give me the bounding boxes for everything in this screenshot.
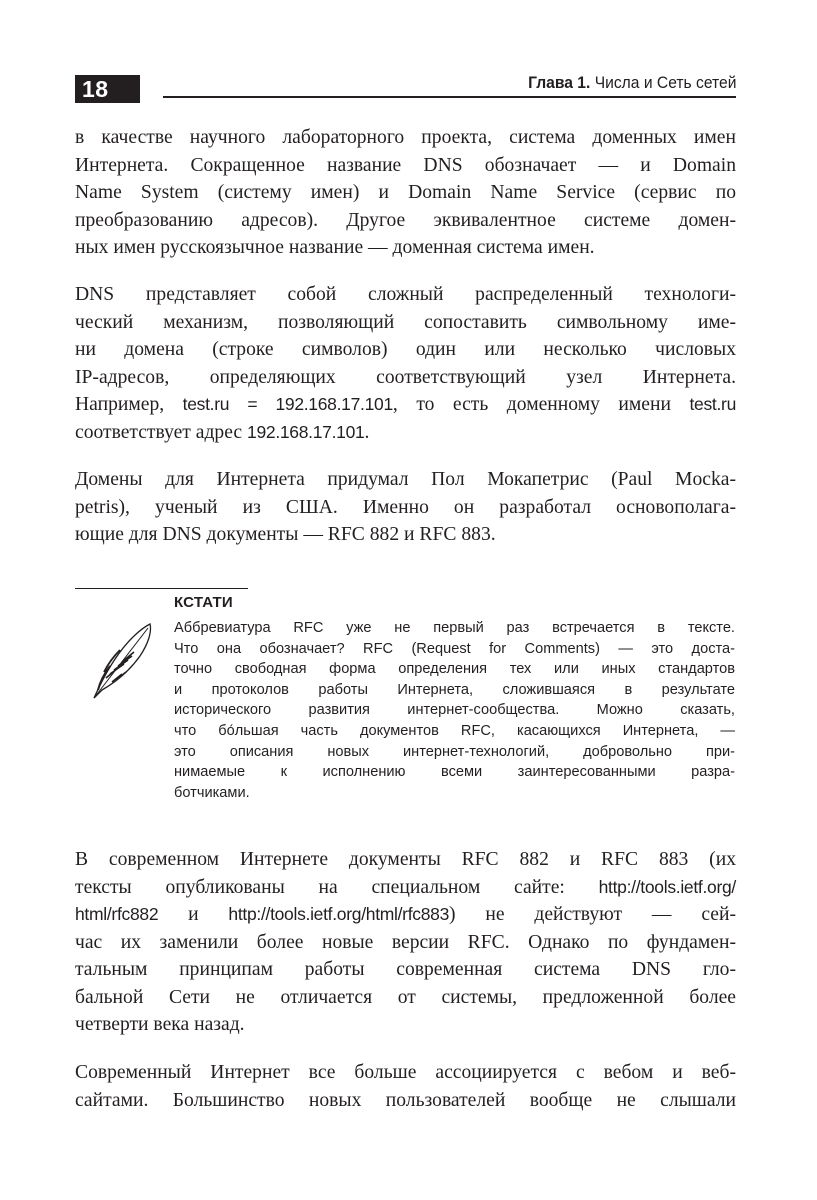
text-line: ющие для DNS документы — RFC 882 и RFC 883. [75, 524, 496, 545]
text-line: ческий механизм, позволяющий сопоставить символьному име- [75, 311, 736, 333]
note-body [174, 618, 735, 803]
text-line: ных имен русскоязычное название — доменная система имен. [75, 237, 595, 258]
note-line: точно свободная форма определения тех или иных стандартов [174, 661, 735, 678]
paragraph-4 [75, 846, 736, 1039]
text-line: Интернета. Сокращенное название DNS обозначает — и Domain [75, 154, 736, 176]
note-line: исторического развития интернет-сообщества. Можно сказать, [174, 702, 735, 719]
note-line: это описания новых интернет-технологий, добровольно при- [174, 743, 735, 760]
note-title: КСТАТИ [174, 594, 233, 611]
text-line: IP-адресов, определяющих соответствующий узел Интернета. [75, 366, 736, 388]
text: , то есть доменному имени [392, 394, 690, 415]
note-line: что бо́льшая часть документов RFC, касающихся Интернета, — [174, 722, 735, 739]
page-header [75, 75, 736, 105]
paragraph-2 [75, 281, 736, 446]
url-link[interactable]: http://tools.ietf.org/html/rfc883 [228, 904, 450, 924]
paragraph-1 [75, 124, 736, 262]
note-line: и протоколов работы Интернета, сложившаяся в результате [174, 681, 735, 698]
text-line [75, 391, 736, 419]
text: ) не действуют — сей- [449, 904, 736, 925]
text-line: преобразованию адресов). Другое эквивалентное системе домен- [75, 209, 736, 231]
url-link[interactable]: html/rfc882 [75, 904, 159, 924]
code-example: test.ru = 192.168.17.101 [182, 394, 393, 414]
text-line: сайтами. Большинство новых пользователей вообще не слышали [75, 1089, 736, 1111]
text: тексты опубликованы на специальном сайте: [75, 876, 599, 898]
text-line: Современный Интернет все больше ассоциируется с вебом и веб- [75, 1062, 736, 1083]
text-line: тальным принципам работы современная система DNS гло- [75, 959, 736, 980]
text: Например, [75, 394, 183, 415]
chapter-title: Числа и Сеть сетей [589, 73, 736, 92]
text-line: Name System (систему имен) и Domain Name Service (сервис по [75, 182, 736, 203]
chapter-label: Глава 1. [527, 73, 590, 92]
text-line: час их заменили более новые версии RFC. Однако по фундамен- [75, 931, 736, 953]
text-line: в качестве научного лабораторного проекта, система доменных имен [75, 127, 736, 148]
paragraph-5 [75, 1059, 736, 1114]
url-link[interactable]: http://tools.ietf.org/ [598, 876, 736, 897]
text: и [158, 904, 229, 925]
note-line: Аббревиатура RFC уже не первый раз встречается в тексте. [174, 620, 735, 636]
note-line: ботчиками. [174, 784, 250, 801]
text-line [75, 901, 736, 929]
note-rule [75, 588, 248, 589]
code-domain: test.ru [689, 394, 736, 414]
running-head [528, 73, 736, 93]
text-line: бальной Сети не отличается от системы, предложенной более [75, 986, 736, 1008]
text-line: Домены для Интернета придумал Пол Мокапетрис (Paul Mocka- [75, 469, 736, 490]
code-ip: 192.168.17.101 [247, 421, 365, 442]
text-line: четверти века назад. [75, 1014, 245, 1035]
text: . [364, 421, 370, 443]
text: соответствует адрес [75, 421, 248, 443]
text-line: petris), ученый из США. Именно он разработал основополага- [75, 496, 736, 518]
note-line: нимаемые к исполнению всеми заинтересованными разра- [174, 764, 735, 781]
text-line [75, 874, 736, 902]
text-line: В современном Интернете документы RFC 882 и RFC 883 (их [75, 849, 736, 870]
feather-icon [88, 620, 158, 700]
text-line [75, 419, 736, 447]
page-number: 18 [75, 75, 140, 103]
note-line: Что она обозначает? RFC (Request for Comments) — это доста- [174, 640, 735, 657]
paragraph-3 [75, 466, 736, 549]
text-line: ни домена (строке символов) один или несколько числовых [75, 339, 736, 360]
text-line: DNS представляет собой сложный распределенный технологи- [75, 284, 736, 305]
header-rule [163, 96, 736, 98]
